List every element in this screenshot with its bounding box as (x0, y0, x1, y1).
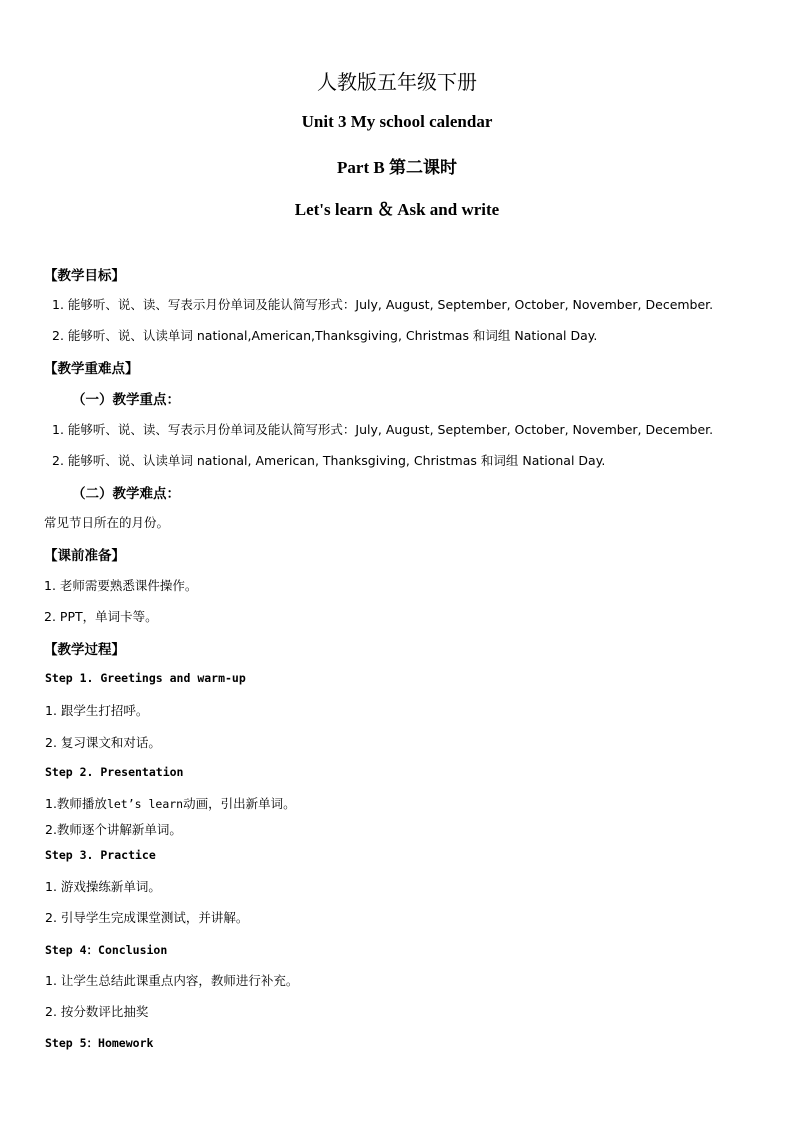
hard-points-heading: （二）教学难点： (72, 486, 180, 502)
section-heading-objectives: 【教学目标】 (44, 268, 125, 284)
step-2-item-1 (45, 794, 296, 812)
key-point-item-2: 2. 能够听、说、认读单词 national, American, Thanksgiving, Christmas 和词组 National Day. (52, 453, 606, 468)
step-2-item-1-prefix: 1.教师播放 (45, 796, 107, 811)
section-heading-preparation: 【课前准备】 (44, 548, 125, 564)
step-2-title: Step 2. Presentation (45, 765, 184, 779)
step-2-item-1-code: let’s learn (106, 797, 184, 811)
key-point-item-1: 1. 能够听、说、读、写表示月份单词及能认简写形式：July, August, September, October, November, December. (52, 422, 714, 437)
part-title: Part B 第二课时 (337, 158, 457, 177)
step-3-item-2: 2. 引导学生完成课堂测试，并讲解。 (45, 910, 249, 925)
step-1-item-2: 2. 复习课文和对话。 (45, 735, 161, 750)
step-3-title: Step 3. Practice (45, 848, 156, 862)
section-heading-process: 【教学过程】 (44, 642, 125, 658)
step-1-item-1: 1. 跟学生打招呼。 (45, 703, 149, 718)
objective-item-2: 2. 能够听、说、认读单词 national,American,Thanksgiving, Christmas 和词组 National Day. (52, 328, 598, 343)
objective-item-1: 1. 能够听、说、读、写表示月份单词及能认简写形式：July, August, September, October, November, December. (52, 297, 714, 312)
step-3-item-1: 1. 游戏操练新单词。 (45, 879, 161, 894)
preparation-item-2: 2. PPT，单词卡等。 (44, 609, 158, 624)
step-2-item-1-suffix: 动画，引出新单词。 (183, 796, 296, 811)
preparation-item-1: 1. 老师需要熟悉课件操作。 (44, 578, 198, 593)
section-heading-difficulties: 【教学重难点】 (44, 361, 139, 377)
lesson-title: Let's learn ＆ Ask and write (294, 200, 500, 219)
step-4-title: Step 4：Conclusion (45, 943, 168, 957)
key-points-heading: （一）教学重点： (72, 392, 180, 408)
step-1-title: Step 1. Greetings and warm-up (45, 671, 246, 685)
step-2-item-2: 2.教师逐个讲解新单词。 (45, 822, 182, 837)
document-title: 人教版五年级下册 (317, 72, 477, 94)
unit-title: Unit 3 My school calendar (301, 112, 493, 131)
step-5-title: Step 5：Homework (45, 1036, 154, 1050)
step-4-item-1: 1. 让学生总结此课重点内容，教师进行补充。 (45, 973, 299, 988)
step-4-item-2: 2. 按分数评比抽奖 (45, 1004, 149, 1019)
hard-point-text: 常见节日所在的月份。 (44, 515, 170, 530)
